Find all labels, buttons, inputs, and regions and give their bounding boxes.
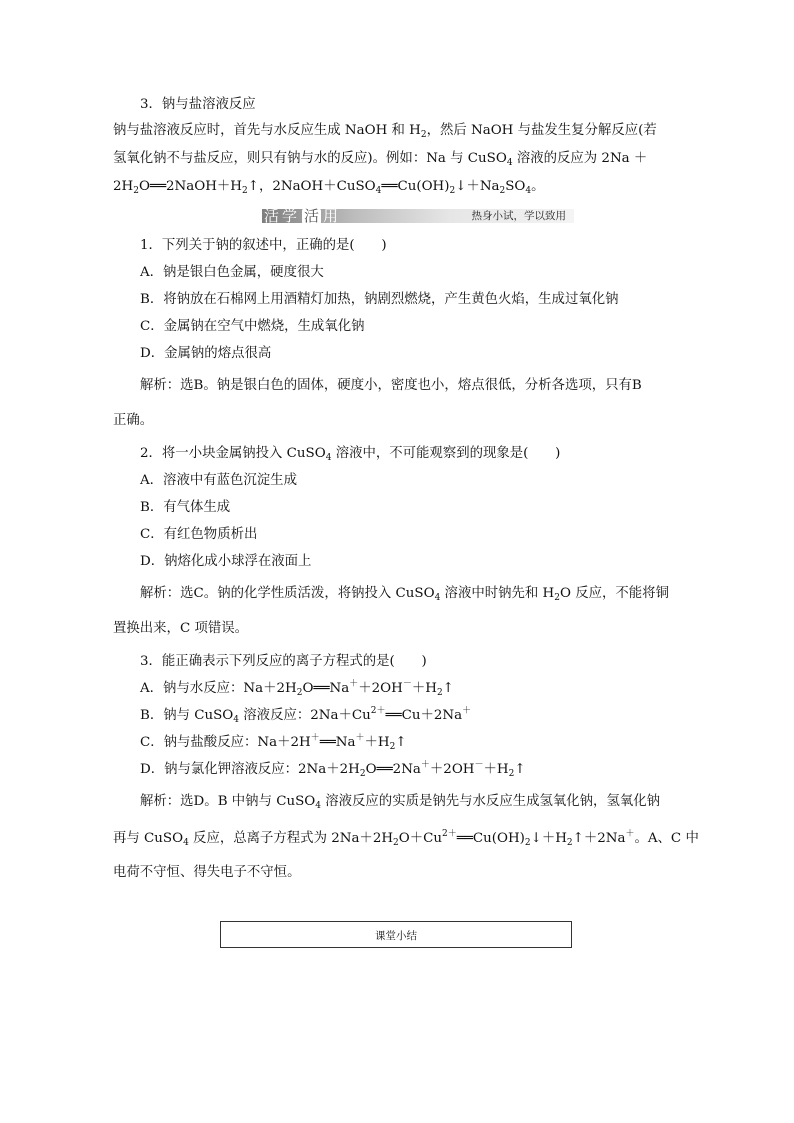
banner-title: 活学 活 用 — [264, 207, 342, 225]
q2-option-b: B．有气体生成 — [140, 500, 231, 515]
q3-analysis-line-3: 电荷不守恒、得失电子不守恒。 — [113, 865, 301, 880]
q3-option-d: D．钠与氯化钾溶液反应：$2Na+2H_2O══2Na^++2OH^-+H_2↑$ — [140, 760, 526, 779]
q2-option-a: A．溶液中有蓝色沉淀生成 — [140, 473, 297, 488]
q1-analysis-line-2: 正确。 — [113, 413, 154, 428]
q3-option-c: C．钠与盐酸反应：$Na+2H^+══Na^++H_2↑$ — [140, 733, 407, 752]
section-paragraph-line-3: $2H_2O══2NaOH+H_2↑$，$2NaOH+CuSO_4══Cu(OH)_2↓+Na_2SO_4$。 — [113, 179, 545, 196]
q2-stem: 2．将一小块金属钠投入 CuSO$_4$ 溶液中，不可能观察到的现象是( ) — [140, 446, 561, 463]
banner-subtitle: 热身小试，学以致用 — [471, 210, 566, 222]
q1-option-b: B．将钠放在石棉网上用酒精灯加热，钠剧烈燃烧，产生黄色火焰，生成过氧化钠 — [140, 292, 619, 307]
q2-analysis-line-1: 解析：选C。钠的化学性质活泼，将钠投入 CuSO$_4$ 溶液中时钠先和 $H_2O$ 反应，不能将铜 — [140, 586, 669, 603]
q1-option-a: A．钠是银白色金属，硬度很大 — [140, 265, 324, 280]
q2-analysis-line-2: 置换出来，C 项错误。 — [113, 621, 249, 636]
q2-option-c: C．有红色物质析出 — [140, 527, 258, 542]
section-paragraph-line-1: 钠与盐溶液反应时，首先与水反应生成 NaOH 和 $H_2$，然后 NaOH 与盐发生复分解反应(若 — [113, 123, 657, 140]
q3-stem: 3．能正确表示下列反应的离子方程式的是( ) — [140, 654, 427, 669]
q1-analysis-line-1: 解析：选B。钠是银白色的固体，硬度小，密度也小，熔点很低，分析各选项，只有B — [140, 378, 642, 393]
q1-option-c: C．金属钠在空气中燃烧，生成氧化钠 — [140, 319, 365, 334]
section-paragraph-line-2: 氢氧化钠不与盐反应，则只有钠与水的反应)。例如：Na 与 CuSO$_4$ 溶液的反应为 2Na ＋ — [113, 151, 648, 168]
practice-banner — [256, 206, 574, 226]
q3-option-b: B．钠与 CuSO$_4$ 溶液反应：$2Na+Cu^{2+}══Cu+2Na^+$ — [140, 706, 472, 725]
q3-analysis-line-2: 再与 CuSO$_4$ 反应，总离子方程式为 $2Na+2H_2O+Cu^{2+}══Cu(OH)_2↓+H_2↑+2Na^+$。A、C 中 — [113, 829, 699, 848]
q1-stem: 1．下列关于钠的叙述中，正确的是( ) — [140, 238, 387, 253]
q2-option-d: D．钠熔化成小球浮在液面上 — [140, 554, 312, 569]
q3-analysis-line-1: 解析：选D。B 中钠与 CuSO$_4$ 溶液反应的实质是钠先与水反应生成氢氧化钠，氢氧化钠 — [140, 794, 661, 811]
section-heading: 3．钠与盐溶液反应 — [140, 97, 256, 112]
class-summary-label: 课堂小结 — [375, 930, 417, 942]
q3-option-a: A．钠与水反应：$Na+2H_2O══Na^++2OH^-+H_2↑$ — [140, 679, 454, 698]
class-summary-box — [220, 921, 572, 948]
q1-option-d: D．金属钠的熔点很高 — [140, 346, 272, 361]
